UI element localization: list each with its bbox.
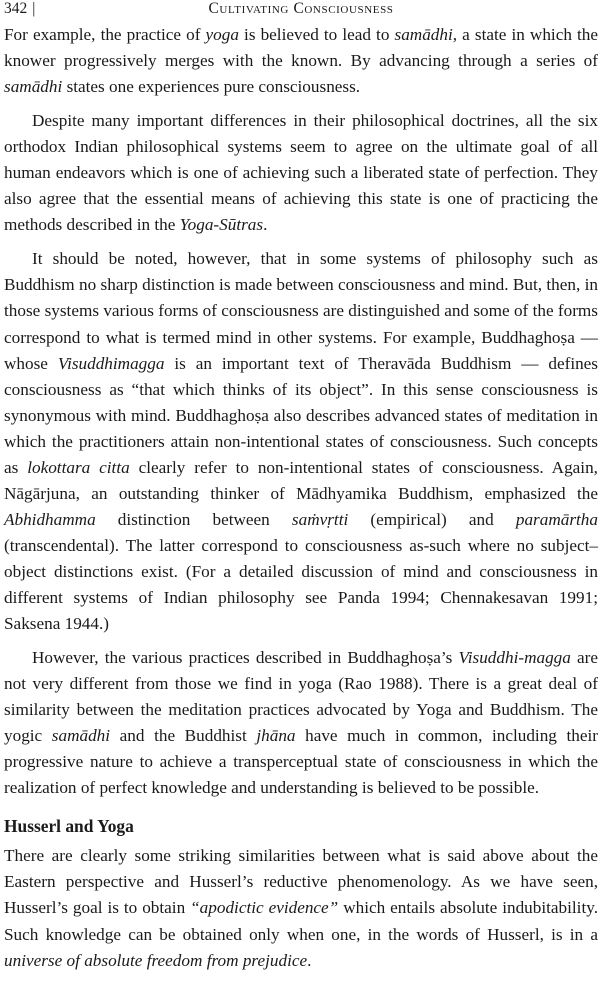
italic-term: saṁvṛtti (291, 509, 349, 529)
paragraph: For example, the practice of yoga is believed to lead to samādhi, a state in which the knower progressively merges with the known. By advancing through a series of samādhi states one experiences pure consciousness. (4, 25, 599, 97)
paragraph: It should be noted, however, that in some systems of philosophy such as Buddhism no sharp distinction is made between consciousness and mind. But, then, in those systems various forms of consciousness are distinguished and some of the forms correspond to what is termed mind in other systems. For example, Buddhaghoṣa — whose Visuddhimagga is an important text of Theravāda Buddhism — defines consciousness as “that which thinks of its object”. In this sense consciousness is synonymous with mind. Buddhaghoṣa also describes advanced states of meditation in which the practitioners attain non-intentional states of consciousness. Such concepts as lokottara citta clearly refer to non-intentional states of consciousness. Again, Nāgārjuna, an outstanding thinker of Mādhyamika Buddhism, emphasized the Abhidhamma distinction between saṁvṛtti (empirical) and paramārtha (transcendental). The latter correspond to consciousness as-such where no subject–object distinctions exist. (For a detailed discussion of mind and consciousness in different systems of Indian philosophy see Panda 1994; Chennakesavan 1991; Saksena 1944.) (4, 249, 598, 634)
italic-term: Visuddhimagga (57, 353, 165, 373)
italic-term: “apodictic evidence” (190, 898, 339, 918)
italic-term: lokottara citta (27, 457, 130, 477)
body-text (4, 22, 598, 974)
italic-term: jhāna (256, 726, 296, 746)
running-header (4, 0, 598, 22)
header-separator: | (32, 0, 36, 17)
italic-term: Abhidhamma (4, 509, 96, 529)
section-heading: Husserl and Yoga (4, 816, 134, 837)
italic-term: paramārtha (515, 509, 598, 529)
italic-term: yoga (205, 25, 239, 44)
running-title: Cultivating Consciousness (208, 0, 394, 17)
italic-term: Visuddhi-magga (458, 648, 571, 668)
paragraph: However, the various practices described in Buddhaghoṣa’s Visuddhi-magga are not very different from those we find in yoga (Rao 1988). There is a great deal of similarity between the meditation practices advocated by Yoga and Buddhism. The yogic samādhi and the Buddhist jhāna have much in common, including their progressive nature to achieve a transperceptual state of consciousness in which the realization of perfect knowledge and understanding is believed to be possible. (4, 648, 598, 798)
italic-term: samādhi (51, 726, 111, 746)
paragraph: There are clearly some striking similarities between what is said above about the Eastern perspective and Husserl’s reductive phenomenology. As we have seen, Husserl’s goal is to obtain “apodictic evidence” which entails absolute indubitability. Such knowledge can be obtained only when one, in the words of Husserl, is in a universe of absolute freedom from prejudice. (4, 846, 598, 970)
italic-term: Yoga-Sūtras (179, 215, 264, 235)
italic-term: samādhi (394, 25, 453, 44)
paragraph: Despite many important differences in their philosophical doctrines, all the six orthodox Indian philosophical systems seem to agree on the ultimate goal of all human endeavors which is one of achieving such a liberated state of perfection. They also agree that the essential means of achieving this state is one of practicing the methods described in the Yoga-Sūtras. (4, 111, 598, 235)
italic-term: universe of absolute freedom from prejudice (4, 950, 308, 970)
italic-term: samādhi (4, 77, 63, 97)
page-number: 342 | (4, 0, 36, 17)
